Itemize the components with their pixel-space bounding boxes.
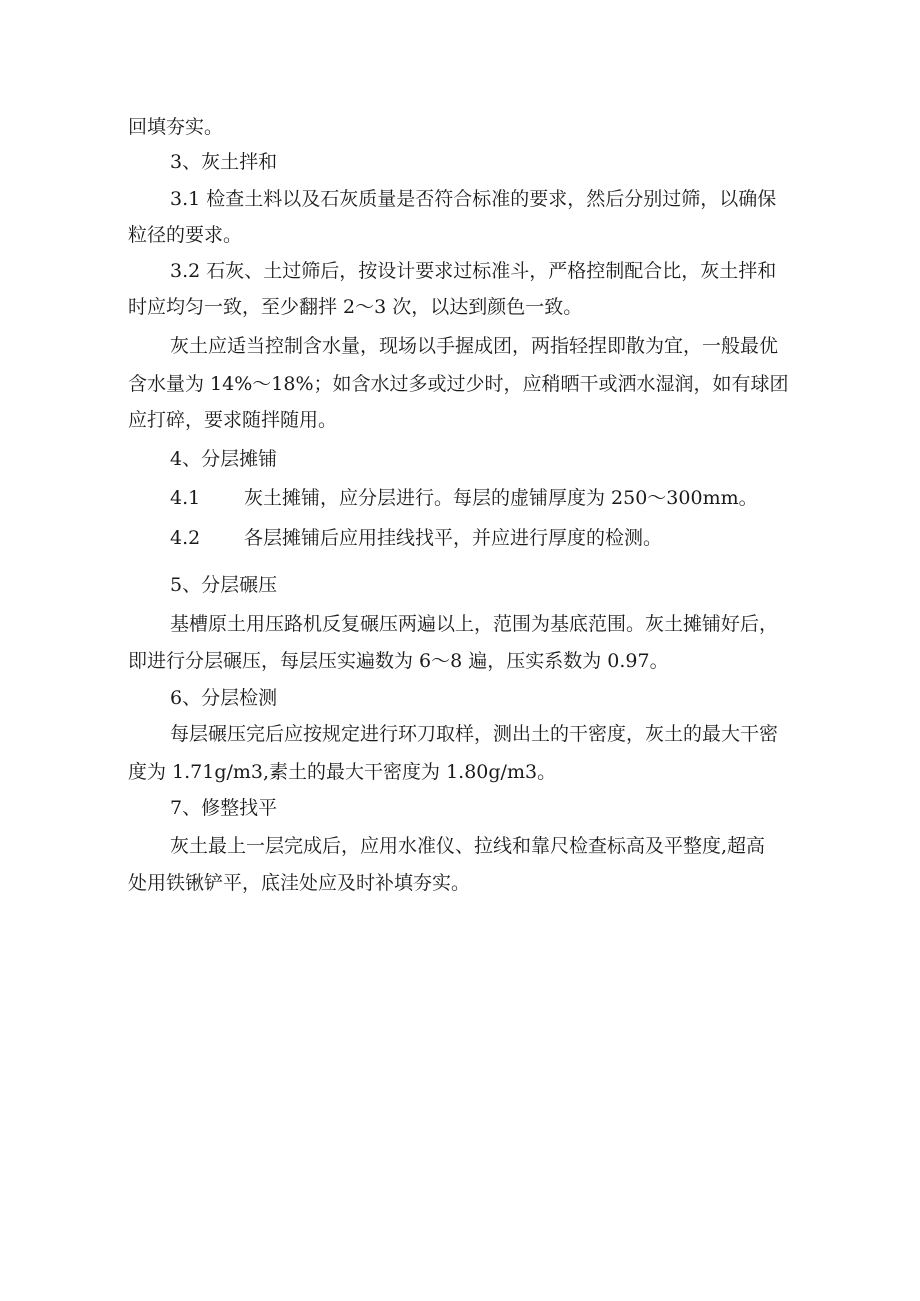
paragraph-line: 处用铁锹铲平，底洼处应及时补填夯实。 [128, 872, 471, 894]
section-heading-6: 6、分层检测 [170, 687, 278, 709]
section-heading-5: 5、分层碾压 [170, 574, 278, 596]
paragraph-line: 回填夯实。 [128, 116, 224, 138]
list-item-4-2 [0, 526, 920, 550]
paragraph-line: 度为 1.71g/m3,素土的最大干密度为 1.80g/m3。 [128, 761, 557, 783]
paragraph-line: 应打碎，要求随拌随用。 [128, 409, 338, 431]
list-item-text: 各层摊铺后应用挂线找平，并应进行厚度的检测。 [244, 527, 663, 549]
paragraph-line: 时应均匀一致，至少翻拌 2～3 次，以达到颜色一致。 [128, 296, 583, 318]
paragraph-line: 3.1 检查土料以及石灰质量是否符合标准的要求，然后分别过筛，以确保 [170, 188, 777, 210]
list-item-number: 4.2 [170, 527, 201, 549]
paragraph-line: 每层碾压完后应按规定进行环刀取样，测出土的干密度，灰土的最大干密 [170, 723, 779, 745]
list-item-number: 4.1 [170, 487, 201, 509]
paragraph-line: 基槽原土用压路机反复碾压两遍以上，范围为基底范围。灰土摊铺好后， [170, 613, 779, 635]
paragraph-line: 含水量为 14%～18%；如含水过多或过少时，应稍晒干或洒水湿润，如有球团 [128, 373, 789, 395]
paragraph-line: 3.2 石灰、土过筛后，按设计要求过标准斗，严格控制配合比，灰土拌和 [170, 260, 777, 282]
section-heading-4: 4、分层摊铺 [170, 448, 278, 470]
section-heading-3: 3、灰土拌和 [170, 151, 278, 173]
paragraph-line: 粒径的要求。 [128, 224, 243, 246]
list-item-text: 灰土摊铺，应分层进行。每层的虚铺厚度为 250～300mm。 [244, 487, 758, 509]
list-item-4-1 [0, 486, 920, 510]
paragraph-line: 灰土最上一层完成后，应用水准仪、拉线和靠尺检查标高及平整度,超高 [170, 835, 766, 857]
paragraph-line: 即进行分层碾压，每层压实遍数为 6～8 遍，压实系数为 0.97。 [128, 650, 669, 672]
section-heading-7: 7、修整找平 [170, 797, 278, 819]
paragraph-line: 灰土应适当控制含水量，现场以手握成团，两指轻捏即散为宜，一般最优 [170, 335, 779, 357]
